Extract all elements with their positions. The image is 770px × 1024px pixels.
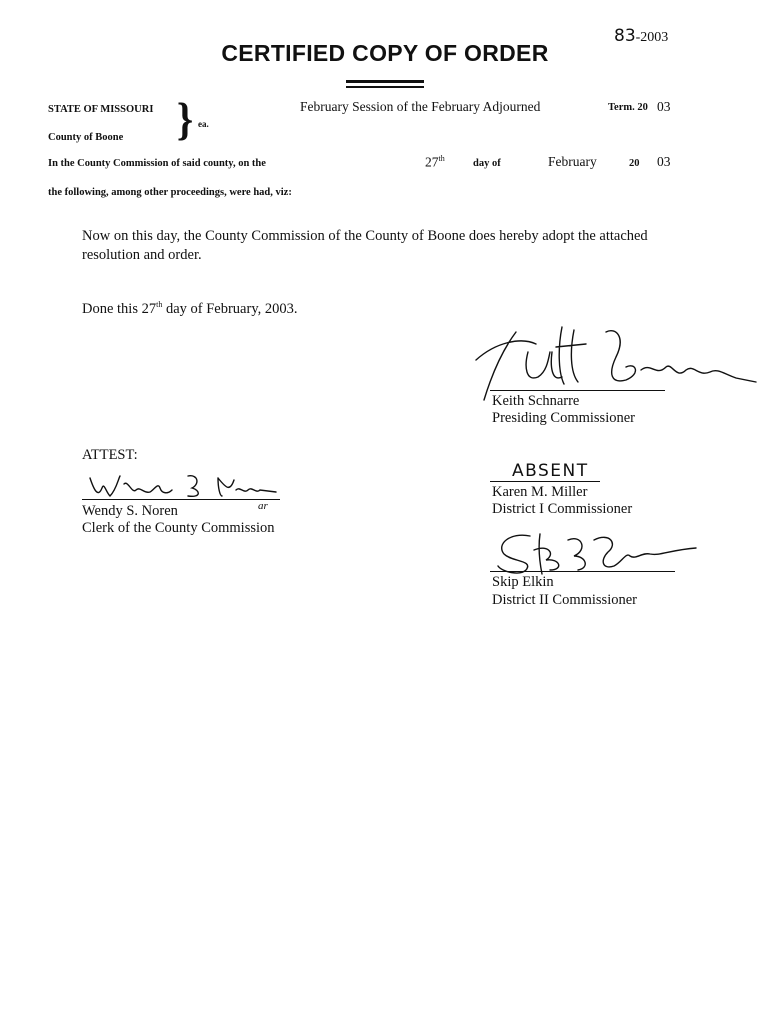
year-value: 03 [657, 154, 671, 169]
district2-name: Skip Elkin [492, 574, 554, 590]
day-suffix: th [438, 154, 445, 163]
document-number-year: -2003 [635, 30, 669, 45]
done-suffix: th [156, 300, 163, 309]
attest-name: Wendy S. Noren [82, 503, 178, 519]
commission-line: In the County Commission of said county, on the [48, 158, 266, 169]
state-label: STATE OF MISSOURI [48, 104, 154, 115]
done-line [82, 300, 298, 318]
district1-title: District I Commissioner [492, 501, 633, 517]
session-text: February Session of the February Adjourned [300, 99, 541, 114]
attest-initials: ar [258, 500, 268, 512]
body-line-2: resolution and order. [82, 247, 202, 263]
done-rest: day of February, 2003. [162, 300, 298, 317]
day-of-label: day of [473, 158, 501, 169]
wendy-noren-signature [88, 470, 278, 502]
month-value: February [548, 154, 597, 169]
day-number: 27 [425, 154, 439, 170]
term-label: Term. 20 [608, 102, 648, 113]
signature-line-district-1 [490, 481, 600, 482]
body-line-1: Now on this day, the County Commission of the County of Boone does hereby adopt the attached [82, 228, 648, 244]
term-year: 03 [657, 99, 671, 114]
brace-symbol: } [176, 93, 194, 144]
skip-elkin-signature [490, 530, 700, 576]
ea-label: ea. [198, 119, 209, 129]
attest-label: ATTEST: [82, 447, 138, 463]
signature-line-district-2 [490, 571, 675, 572]
proceedings-line: the following, among other proceedings, were had, viz: [48, 187, 292, 198]
district2-title: District II Commissioner [492, 592, 637, 608]
title-underline-2 [346, 86, 424, 88]
county-label: County of Boone [48, 132, 124, 143]
page-title: CERTIFIED COPY OF ORDER [221, 40, 549, 66]
presiding-title: Presiding Commissioner [492, 410, 635, 426]
signature-line-attest [82, 499, 280, 500]
district1-name: Karen M. Miller [492, 484, 588, 500]
absent-mark: ABSENT [512, 461, 589, 481]
title-underline [346, 80, 424, 83]
done-prefix: Done this 27 [82, 300, 157, 317]
year-prefix: 20 [629, 158, 640, 169]
day-value [425, 154, 445, 171]
document-number-handwritten: 83 [614, 26, 636, 46]
presiding-name: Keith Schnarre [492, 393, 580, 409]
attest-title: Clerk of the County Commission [82, 520, 275, 536]
signature-line-presiding [490, 390, 665, 391]
